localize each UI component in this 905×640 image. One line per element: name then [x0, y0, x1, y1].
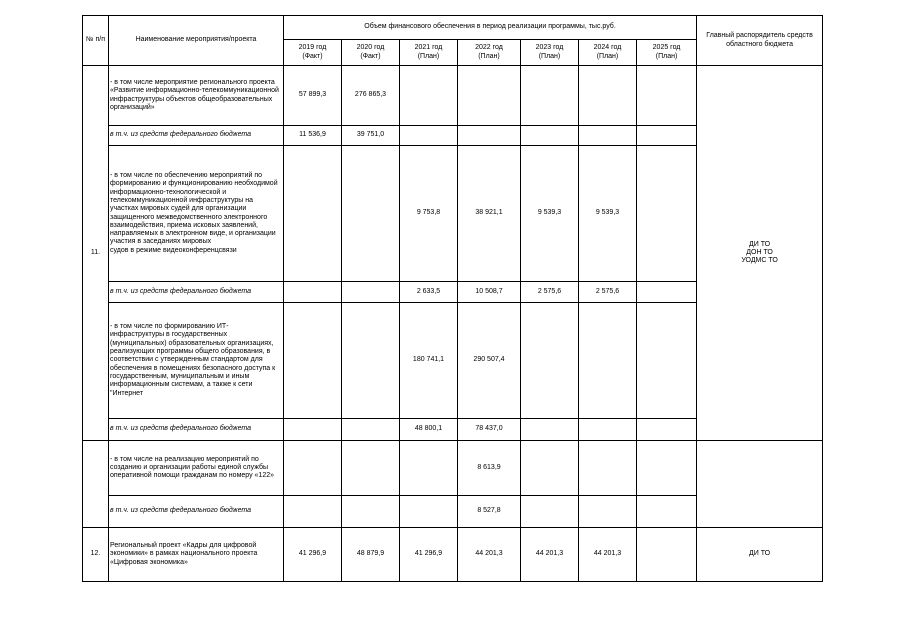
cell-value — [637, 126, 697, 146]
row-name-federal: в т.ч. из средств федерального бюджета — [109, 496, 284, 528]
cell-value — [400, 126, 458, 146]
header-year-2021: 2021 год (План) — [400, 40, 458, 66]
cell-value — [579, 419, 637, 441]
row-name: - в том числе мероприятие регионального проекта «Развитие информационно-телекоммуникационной инфраструктуры объектов общеобразовательных организаций» — [109, 66, 284, 126]
cell-value: 8 613,9 — [458, 441, 521, 496]
row-number-empty — [83, 441, 109, 528]
cell-value — [400, 441, 458, 496]
cell-value — [284, 419, 342, 441]
row-name-federal: в т.ч. из средств федерального бюджета — [109, 282, 284, 303]
row-distributor: ДИ ТО — [697, 528, 823, 582]
cell-value — [342, 282, 400, 303]
cell-value — [342, 441, 400, 496]
cell-value — [637, 496, 697, 528]
cell-value: 44 201,3 — [521, 528, 579, 582]
cell-value — [637, 419, 697, 441]
header-year-2023: 2023 год (План) — [521, 40, 579, 66]
row-distributor-empty — [697, 441, 823, 528]
cell-value: 44 201,3 — [458, 528, 521, 582]
cell-value — [579, 126, 637, 146]
header-year-2024: 2024 год (План) — [579, 40, 637, 66]
cell-value — [458, 66, 521, 126]
row-name: - в том числе на реализацию мероприятий по созданию и организации работы единой службы оперативной помощи гражданам по номеру «122» — [109, 441, 284, 496]
row-number: 12. — [83, 528, 109, 582]
cell-value — [342, 419, 400, 441]
row-name: Региональный проект «Кадры для цифровой экономики» в рамках национального проекта «Цифровая экономика» — [109, 528, 284, 582]
row-name: - в том числе по формированию ИТ-инфраструктуры в государственных (муниципальных) образовательных организациях, реализующих программы общего образования, в соответствии с утвержденным стандартом для обеспечения в помещениях безопасного доступа к государственным, муниципальным и иным информационным системам, а также к сети "Интернет — [109, 303, 284, 419]
header-year-2025: 2025 год (План) — [637, 40, 697, 66]
cell-value — [458, 126, 521, 146]
cell-value — [284, 441, 342, 496]
cell-value — [284, 496, 342, 528]
cell-value — [284, 146, 342, 282]
cell-value: 10 508,7 — [458, 282, 521, 303]
cell-value — [521, 496, 579, 528]
cell-value — [579, 441, 637, 496]
cell-value: 78 437,0 — [458, 419, 521, 441]
row-distributor: ДИ ТО ДОН ТО УОДМС ТО — [697, 66, 823, 441]
cell-value — [521, 66, 579, 126]
table-row — [83, 441, 823, 496]
header-year-2022: 2022 год (План) — [458, 40, 521, 66]
cell-value — [637, 146, 697, 282]
cell-value — [521, 303, 579, 419]
cell-value — [637, 282, 697, 303]
cell-value — [637, 528, 697, 582]
table-row — [83, 528, 823, 582]
cell-value — [400, 66, 458, 126]
row-name: - в том числе по обеспечению мероприятий по формированию и функционированию необходимой информационно-технологической и телекоммуникационной инфраструктуры на участках мировых судей для организации защищенного межведомственного электронного взаимодействия, приема исковых заявлений, направляемых в электронном виде, и организации участия в заседаниях мировых судов в режиме видеоконференцсвязи — [109, 146, 284, 282]
cell-value — [521, 126, 579, 146]
cell-value: 57 899,3 — [284, 66, 342, 126]
cell-value — [521, 419, 579, 441]
header-year-2019: 2019 год (Факт) — [284, 40, 342, 66]
header-number: № п/п — [83, 16, 109, 66]
cell-value: 39 751,0 — [342, 126, 400, 146]
cell-value — [579, 496, 637, 528]
row-name-federal: в т.ч. из средств федерального бюджета — [109, 419, 284, 441]
header-funding: Объем финансового обеспечения в период реализации программы, тыс.руб. — [284, 16, 697, 40]
cell-value: 2 575,6 — [579, 282, 637, 303]
cell-value: 41 296,9 — [284, 528, 342, 582]
cell-value — [284, 282, 342, 303]
cell-value — [284, 303, 342, 419]
cell-value: 9 539,3 — [579, 146, 637, 282]
header-name: Наименование мероприятия/проекта — [109, 16, 284, 66]
cell-value: 11 536,9 — [284, 126, 342, 146]
cell-value: 41 296,9 — [400, 528, 458, 582]
cell-value — [637, 441, 697, 496]
cell-value: 180 741,1 — [400, 303, 458, 419]
budget-table — [82, 15, 823, 582]
cell-value — [400, 496, 458, 528]
row-number: 11. — [83, 66, 109, 441]
cell-value: 2 575,6 — [521, 282, 579, 303]
cell-value — [342, 303, 400, 419]
header-distributor: Главный распорядитель средств областного бюджета — [697, 16, 823, 66]
cell-value — [579, 66, 637, 126]
cell-value — [342, 496, 400, 528]
cell-value: 2 633,5 — [400, 282, 458, 303]
cell-value: 48 879,9 — [342, 528, 400, 582]
cell-value: 8 527,8 — [458, 496, 521, 528]
cell-value: 9 539,3 — [521, 146, 579, 282]
cell-value — [637, 303, 697, 419]
cell-value — [521, 441, 579, 496]
table-row — [83, 66, 823, 126]
cell-value — [342, 146, 400, 282]
header-year-2020: 2020 год (Факт) — [342, 40, 400, 66]
cell-value: 9 753,8 — [400, 146, 458, 282]
row-name-federal: в т.ч. из средств федерального бюджета — [109, 126, 284, 146]
cell-value: 276 865,3 — [342, 66, 400, 126]
cell-value: 44 201,3 — [579, 528, 637, 582]
cell-value — [637, 66, 697, 126]
cell-value: 290 507,4 — [458, 303, 521, 419]
cell-value: 48 800,1 — [400, 419, 458, 441]
cell-value: 38 921,1 — [458, 146, 521, 282]
cell-value — [579, 303, 637, 419]
